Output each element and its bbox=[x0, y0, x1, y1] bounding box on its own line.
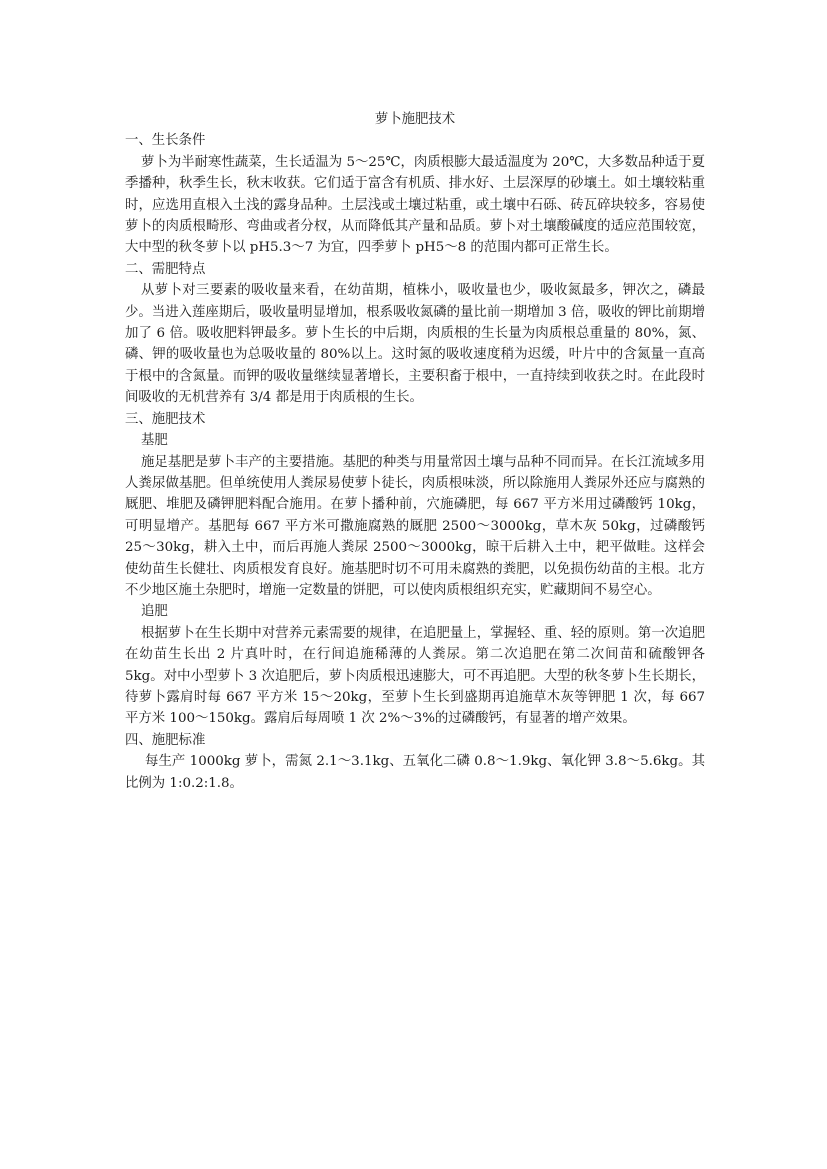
section-fertilization-standard bbox=[125, 730, 705, 794]
section-fertilizer-needs bbox=[125, 259, 705, 409]
paragraph: 萝卜为半耐寒性蔬菜，生长适温为 5～25℃，肉质根膨大最适温度为 20℃，大多数品种适于夏季播种，秋季生长，秋末收获。它们适于富含有机质、排水好、土层深厚的砂壤土。如土壤较粘重时，应选用直根入土浅的露身品种。土层浅或土壤过粘重，或土壤中石砾、砖瓦碎块较多，容易使萝卜的肉质根畸形、弯曲或者分杈，从而降低其产量和品质。萝卜对土壤酸碱度的适应范围较宽，大中型的秋冬萝卜以 pH5.3～7 为宜，四季萝卜 pH5～8 的范围内都可正常生长。 bbox=[125, 154, 705, 256]
paragraph: 从萝卜对三要素的吸收量来看，在幼苗期，植株小，吸收量也少，吸收氮最多，钾次之，磷最少。当进入莲座期后，吸收量明显增加，根系吸收氮磷的量比前一期增加 3 倍，吸收的钾比前期增加了 6 倍。吸收肥料钾最多。萝卜生长的中后期，肉质根的生长量为肉质根总重量的 80%，氮、磷、钾的吸收量也为总吸收量的 80%以上。这时氮的吸收速度稍为迟缓，叶片中的含氮量一直高于根中的含氮量。而钾的吸收量继续显著增长，主要积畜于根中，一直持续到收获之时。在此段时间吸收的无机营养有 3/4 都是用于肉质根的生长。 bbox=[125, 283, 705, 406]
document-title: 萝卜施肥技术 bbox=[374, 112, 456, 127]
document-page bbox=[125, 109, 705, 794]
section-heading: 二、需肥特点 bbox=[125, 261, 206, 277]
section-heading: 四、施肥标准 bbox=[125, 732, 206, 748]
section-heading: 三、施肥技术 bbox=[125, 411, 206, 427]
section-growth-conditions bbox=[125, 130, 705, 258]
subsection-top-dressing bbox=[125, 601, 705, 729]
paragraph: 施足基肥是萝卜丰产的主要措施。基肥的种类与用量常因土壤与品种不同而异。在长江流域多用人粪尿做基肥。但单统使用人粪尿易使萝卜徒长，肉质根味淡，所以除施用人粪尿外还应与腐熟的厩肥、堆肥及磷钾肥料配合施用。在萝卜播种前，穴施磷肥，每 667 平方米用过磷酸钙 10kg，可明显增产。基肥每 667 平方米可撒施腐熟的厩肥 2500～3000kg，草木灰 50kg，过磷酸钙 25～30kg，耕入土中，而后再施人粪尿 2500～3000kg，晾干后耕入土中，耙平做畦。这样会使幼苗生长健壮、肉质根发育良好。施基肥时切不可用未腐熟的粪肥，以免损伤幼苗的主根。北方不少地区施土杂肥时，增施一定数量的饼肥，可以使肉质根组织充实，贮藏期间不易空心。 bbox=[125, 454, 705, 598]
paragraph: 每生产 1000kg 萝卜，需氮 2.1～3.1kg、五氧化二磷 0.8～1.9kg、氧化钾 3.8～5.6kg。其比例为 1:0.2:1.8。 bbox=[125, 754, 705, 791]
subsection-heading: 追肥 bbox=[141, 604, 168, 620]
subsection-heading: 基肥 bbox=[141, 433, 168, 449]
section-heading: 一、生长条件 bbox=[125, 133, 206, 149]
section-fertilization-techniques bbox=[125, 409, 705, 730]
paragraph: 根据萝卜在生长期中对营养元素需要的规律，在追肥量上，掌握轻、重、轻的原则。第一次追肥在幼苗生长出 2 片真叶时，在行间追施稀薄的人粪尿。第二次追肥在第二次间苗和硫酸钾各 5kg。对中小型萝卜 3 次追肥后，萝卜肉质根迅速膨大，可不再追肥。大型的秋冬萝卜生长期长，待萝卜露肩时每 667 平方米 15～20kg，至萝卜生长到盛期再追施草木灰等钾肥 1 次，每 667 平方米 100～150kg。露肩后每周喷 1 次 2%～3%的过磷酸钙，有显著的增产效果。 bbox=[125, 625, 705, 727]
subsection-base-fertilizer bbox=[125, 430, 705, 601]
